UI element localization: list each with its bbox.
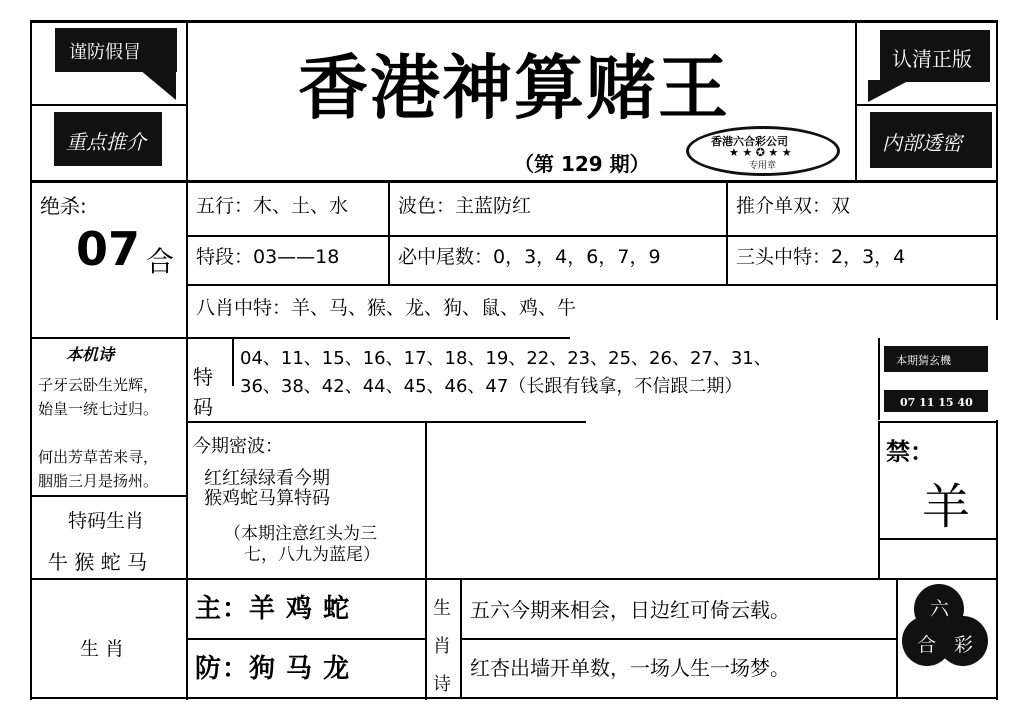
logo-char-3: 彩 — [954, 634, 974, 656]
poem-left-title: 本机诗 — [66, 345, 115, 364]
stamp-stars: ★ ★ ✪ ★ ★ — [729, 146, 792, 159]
mid-row-top — [186, 421, 586, 423]
poem-mid — [460, 638, 897, 640]
bose-text: 波色：主蓝防红 — [398, 195, 532, 217]
row1-bottom — [186, 235, 997, 237]
poem-left-line1: 子牙云卧生光辉， — [38, 376, 159, 394]
santou-text: 三头中特：2，3，4 — [736, 246, 906, 268]
row3-bottom — [30, 337, 570, 339]
tema-shengxiao-label: 特码生肖 — [68, 510, 145, 532]
lower-row-top — [30, 578, 997, 580]
ban-value: 羊 — [922, 479, 971, 535]
header-left-divider — [186, 20, 188, 180]
mibo-note2: 七，八九为蓝尾） — [244, 545, 380, 565]
poem-bottom-label-2: 肖 — [433, 636, 451, 657]
frame-bottom — [30, 697, 998, 699]
poem-left-line4: 胭脂三月是扬州。 — [38, 472, 159, 490]
tag-bottom-left — [54, 112, 162, 166]
mibo-line2: 猴鸡蛇马算特码 — [204, 488, 330, 509]
left-col-divider — [186, 180, 188, 700]
guess-box — [884, 346, 988, 412]
poem-left-line3: 何出芳草苦来寻， — [38, 448, 159, 466]
poem-bottom-label-1: 生 — [433, 598, 451, 619]
row2-bottom — [186, 284, 997, 286]
ban-label: 禁： — [886, 438, 934, 466]
logo-char-2: 合 — [917, 634, 937, 656]
kill-suffix: 合 — [146, 245, 175, 278]
shengxiao-label: 生 肖 — [80, 638, 125, 660]
header-right-divider — [855, 20, 857, 180]
tema-shengxiao-value: 牛 猴 蛇 马 — [48, 550, 148, 574]
ban-bottom — [878, 538, 997, 540]
tema-right — [878, 338, 880, 420]
header-right-mid — [855, 104, 997, 106]
ban-left — [878, 421, 880, 578]
tema-label: 特码 — [193, 365, 213, 419]
kill-label: 绝杀: — [40, 194, 87, 218]
tema-numbers-line2: 36、38、42、44、45、46、47（长跟有钱拿，不信跟二期） — [240, 376, 743, 397]
mid-right-top — [878, 421, 997, 423]
baxiao-text: 八肖中特：羊、马、猴、龙、狗、鼠、鸡、牛 — [196, 297, 577, 319]
mibo-note1: （本期注意红头为三 — [224, 524, 377, 544]
issue-number: （第 129 期） — [514, 152, 650, 176]
tag-top-left-text: 谨防假冒 — [69, 42, 141, 63]
mibo-label: 今期密波： — [193, 436, 283, 457]
guess-box-numbers: 07 11 15 40 — [900, 396, 973, 409]
poem-left-line2: 始皇一统七过归。 — [38, 400, 159, 418]
left-poem-bottom — [30, 495, 187, 497]
row1-v1 — [388, 180, 390, 285]
tag-top-right-text: 认清正版 — [892, 47, 972, 71]
teduan-text: 特段：03——18 — [196, 246, 340, 268]
company-stamp — [686, 126, 840, 176]
danshuang-text: 推介单双：双 — [736, 195, 851, 217]
tag-bottom-left-text: 重点推介 — [66, 130, 146, 154]
tag-bottom-right — [870, 112, 992, 168]
kill-value: 07 — [76, 222, 141, 276]
stamp-sub: 专用章 — [749, 161, 777, 171]
mibo-right — [425, 421, 427, 700]
tag-top-right-tail — [868, 80, 910, 102]
guess-box-title: 本期猜玄機 — [896, 354, 951, 367]
frame-right-top — [996, 20, 998, 320]
frame-left — [30, 20, 32, 700]
guess-box-divider — [884, 372, 988, 390]
tag-bottom-right-text: 内部透密 — [882, 131, 962, 155]
row1-v2 — [726, 180, 728, 285]
page-title: 香港神算赌王 — [298, 46, 730, 129]
poem-bottom-line2: 红杏出墙开单数，一场人生一场梦。 — [470, 656, 790, 680]
frame-top — [30, 20, 998, 23]
logo-char-1: 六 — [930, 598, 950, 620]
poem-bottom-label-3: 诗 — [433, 674, 451, 695]
shengxiao-main: 主：羊 鸡 蛇 — [195, 594, 351, 624]
frame-right-bottom — [996, 420, 998, 700]
weishu-text: 必中尾数：0，3，4，6，7，9 — [398, 246, 661, 268]
tag-top-left — [55, 28, 177, 72]
tag-top-right — [880, 30, 990, 82]
poem-right — [896, 578, 898, 699]
wuxing-text: 五行：木、土、水 — [196, 195, 349, 217]
stamp-text: 香港六合彩公司 — [711, 135, 788, 148]
tema-numbers-line1: 04、11、15、16、17、18、19、22、23、25、26、27、31、 — [240, 348, 772, 369]
lower-mid — [186, 638, 426, 640]
header-bottom — [30, 180, 998, 183]
tema-left — [232, 338, 234, 386]
shengxiao-fang: 防：狗 马 龙 — [195, 654, 351, 684]
tag-top-left-tail — [140, 70, 176, 100]
header-left-mid — [30, 104, 187, 106]
poem-bottom-line1: 五六今期来相会，日边红可倚云载。 — [470, 598, 790, 622]
mibo-line1: 红红绿绿看今期 — [204, 468, 330, 489]
